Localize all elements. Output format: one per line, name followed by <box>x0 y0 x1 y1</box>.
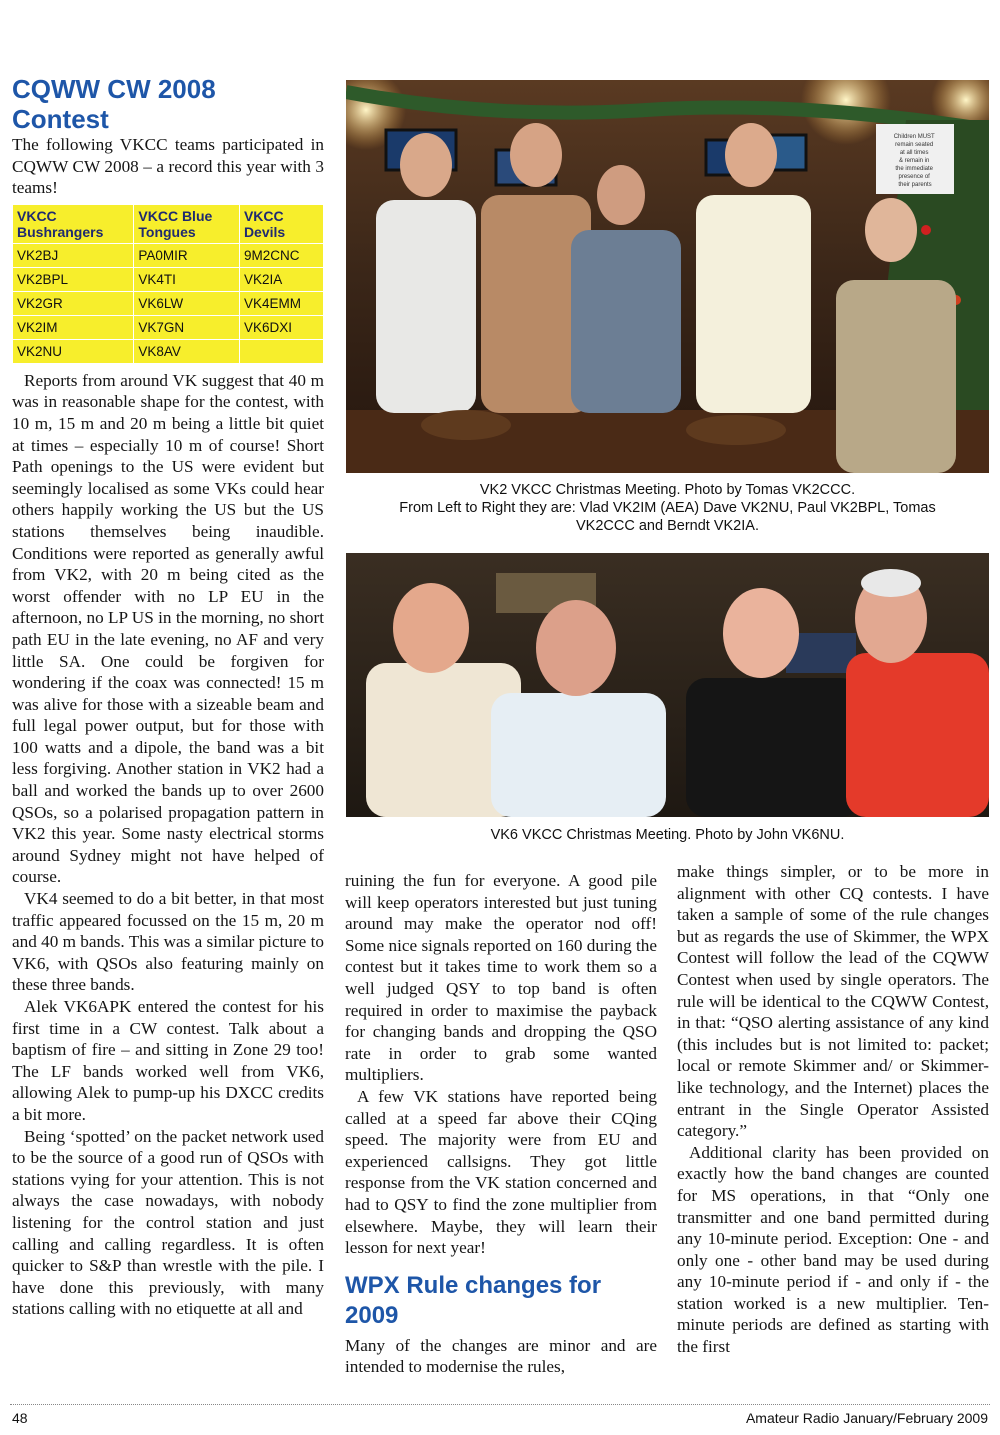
article-title <box>12 74 324 134</box>
photo-vk6-meeting-image <box>346 553 989 817</box>
table-cell: VK2BJ <box>13 243 134 267</box>
table-row <box>13 243 324 267</box>
table-cell: VK2IA <box>239 267 323 291</box>
table-cell: VK2IM <box>13 315 134 339</box>
paragraph: VK4 seemed to do a bit better, in that most traffic appeared focussed on the 15 m, 20 m and 40 m bands. This was a similar picture to VK6, with QSOs also featuring mainly on these three bands. <box>12 889 324 995</box>
table-row <box>13 339 324 363</box>
wpx-body-col2 <box>345 1335 657 1378</box>
photo-vk2-meeting-image <box>346 80 989 473</box>
table-row <box>13 315 324 339</box>
article-title-line2: Contest <box>12 104 109 134</box>
wpx-body-col3 <box>677 861 989 1358</box>
table-cell: VK2NU <box>13 339 134 363</box>
wpx-title-line1: WPX Rule changes for <box>345 1271 602 1299</box>
article-column-2 <box>345 870 657 1378</box>
teams-table <box>12 204 324 364</box>
paragraph: Being ‘spotted’ on the packet network used to be the source of a good run of QSOs with stations vying for your attention. This is not always the case nowadays, with nobody listening for the control station and just calling and calling regardless. It is often quicker to S&P than wrestle with the pile. I have done this previously, with many stations calling with no etiquette at all and <box>12 1126 324 1319</box>
teams-table-header-row <box>13 204 324 243</box>
team-header-bushrangers: VKCC Bushrangers <box>13 204 134 243</box>
article-intro-block <box>12 134 324 199</box>
table-cell: VK2BPL <box>13 267 134 291</box>
table-cell: VK7GN <box>134 315 240 339</box>
paragraph: Many of the changes are minor and are intended to modernise the rules, <box>345 1335 657 1377</box>
article-body-col2 <box>345 870 657 1259</box>
caption-line: VK2CCC and Berndt VK2IA. <box>576 518 759 534</box>
article-body-col1 <box>12 370 324 1320</box>
table-cell <box>239 339 323 363</box>
table-cell: VK6LW <box>134 291 240 315</box>
photo-vk6-caption: VK6 VKCC Christmas Meeting. Photo by John VK6NU. <box>490 827 845 843</box>
footer-divider <box>10 1404 990 1405</box>
paragraph: Reports from around VK suggest that 40 m was in reasonable shape for the contest, with 10 m, 15 m and 20 m being a little bit quiet at times – especially 10 m of course! Short Path openings to the US were evident but seemingly localised as some VKs could hear others happily working the US but the US stations themselves being inaudible. Conditions were reported as generally awful from VK2, with 20 m being cited as the worst offender with no LP EU in the afternoon, no LP US in the morning, no short path EU in the late evening, no AF and very little SA. One could be forgiven for wondering if the coax was connected! 15 m was alive for those with a sizeable beam and full legal power output, but for those with 100 watts and a dipole, the band was a bit less forgiving. Another station in VK2 had a ball and worked the bands up to over 2600 QSOs, so a polarised propagation pattern in VK2 this year. Some nasty electrical storms around Sydney might not have helped of course. <box>12 370 324 887</box>
table-cell: PA0MIR <box>134 243 240 267</box>
page-number: 48 <box>12 1410 28 1426</box>
table-row <box>13 267 324 291</box>
table-cell: VK4EMM <box>239 291 323 315</box>
paragraph: Additional clarity has been provided on exactly how the band changes are counted for MS operations, in that “Only one transmitter and one band permitted during any 10-minute period. Exception: One - and only one - other band may be used during any 10-minute period if - and only if - the station worked is a new multiplier. Ten-minute periods are defined as starting with the first <box>677 1142 989 1357</box>
photo-vk2-meeting <box>346 80 989 473</box>
article-intro: The following VKCC teams participated in CQWW CW 2008 – a record this year with 3 teams! <box>12 135 324 198</box>
team-header-devils: VKCC Devils <box>239 204 323 243</box>
paragraph: ruining the fun for everyone. A good pile will keep operators interested but just tuning around may make the operator nod off! Some nice signals reported on 160 during the contest but it takes time to work them so a well judged QSY to top band is often required in order to maximise the payback for changing bands and dropping the QSO rate in order to grab some wanted multipliers. <box>345 871 657 1085</box>
photo-vk6-meeting <box>346 553 989 817</box>
photo-sign-text: Children MUST remain seated at all times & remain in the immediate presence of their parents <box>893 134 935 188</box>
caption-line: VK2 VKCC Christmas Meeting. Photo by Tomas VK2CCC. <box>479 482 856 498</box>
table-row <box>13 291 324 315</box>
publication-footer: Amateur Radio January/February 2009 <box>745 1410 988 1426</box>
table-cell: VK4TI <box>134 267 240 291</box>
wpx-article-title <box>345 1271 657 1331</box>
article-title-line1: CQWW CW 2008 <box>12 74 216 104</box>
wpx-title-line2: 2009 <box>345 1301 399 1329</box>
article-column-3 <box>677 861 989 1358</box>
team-header-blue-tongues: VKCC Blue Tongues <box>134 204 240 243</box>
caption-line: From Left to Right they are: Vlad VK2IM (AEA) Dave VK2NU, Paul VK2BPL, Tomas <box>399 500 936 516</box>
photo-vk2-caption <box>346 481 989 535</box>
table-cell: VK8AV <box>134 339 240 363</box>
table-cell: VK2GR <box>13 291 134 315</box>
table-cell: 9M2CNC <box>239 243 323 267</box>
table-cell: VK6DXI <box>239 315 323 339</box>
paragraph: Alek VK6APK entered the contest for his first time in a CW contest. Talk about a baptism of fire – and sitting in Zone 29 too! The LF bands worked well from VK6, allowing Alek to pump-up his DXCC credits a bit more. <box>12 997 324 1124</box>
paragraph: A few VK stations have reported being called at a speed far above their CQing speed. The majority were from EU and experienced callsigns. They got little response from the VK station concerned and had to QSY to find the zone multiplier from elsewhere. Maybe, they will learn their lesson for next year! <box>345 1086 657 1258</box>
article-cqww-column <box>12 74 324 1320</box>
paragraph: make things simpler, or to be more in alignment with other CQ contests. I have taken a sample of some of the rule changes but as regards the use of Skimmer, the WPX Contest will follow the lead of the CQWW Contest when used by single operators. The rule will be identical to the CQWW Contest, in that: “QSO alerting assistance of any kind (this includes but is not limited to: packet; local or remote Skimmer and/ or Skimmer-like technology, and the Internet) places the entrant in the Single Operator Assisted category.” <box>677 862 989 1141</box>
